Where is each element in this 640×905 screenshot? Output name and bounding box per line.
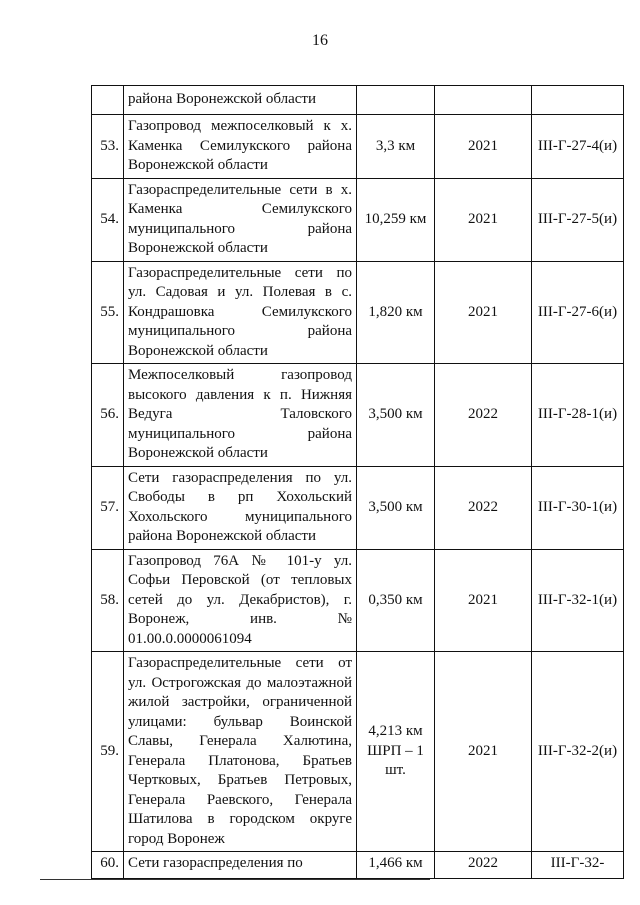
row-number: 53. (92, 115, 124, 179)
row-number: 58. (92, 549, 124, 652)
object-length (357, 86, 435, 115)
row-number: 55. (92, 261, 124, 364)
object-year (435, 86, 532, 115)
object-code: III-Г-27-5(и) (532, 178, 624, 261)
object-description: Газораспределительные сети в х. Каменка Семилукского муниципального района Воронежской области (124, 178, 357, 261)
row-number: 54. (92, 178, 124, 261)
object-year: 2021 (435, 261, 532, 364)
object-code (532, 86, 624, 115)
table-row (92, 466, 624, 549)
object-description: Сети газораспределения по ул. Свободы в рп Хохольский Хохольского муниципального района Воронежской области (124, 466, 357, 549)
table-row (92, 86, 624, 115)
footer-divider (40, 879, 430, 880)
table-row (92, 115, 624, 179)
object-description: Газораспределительные сети от ул. Острогожская до малоэтажной жилой застройки, ограниченной улицами: бульвар Воинской Славы, Генерала Халютина, Генерала Платонова, Братьев Чертковых, Братьев Петровых, Генерала Раевского, Генерала Шатилова в городском округе город Воронеж (124, 652, 357, 852)
object-length: 10,259 км (357, 178, 435, 261)
object-length: 3,500 км (357, 364, 435, 467)
table-row (92, 261, 624, 364)
object-length: 4,213 км ШРП – 1 шт. (357, 652, 435, 852)
object-year: 2022 (435, 852, 532, 879)
object-year: 2021 (435, 549, 532, 652)
row-number: 57. (92, 466, 124, 549)
object-year: 2021 (435, 115, 532, 179)
object-description: района Воронежской области (124, 86, 357, 115)
gas-network-table (91, 85, 624, 879)
row-number: 60. (92, 852, 124, 879)
object-length: 1,820 км (357, 261, 435, 364)
object-code: III-Г-32-2(и) (532, 652, 624, 852)
object-description: Газопровод межпоселковый к х. Каменка Семилукского района Воронежской области (124, 115, 357, 179)
object-code: III-Г-30-1(и) (532, 466, 624, 549)
table-row (92, 178, 624, 261)
object-length: 3,500 км (357, 466, 435, 549)
table-row (92, 364, 624, 467)
object-length: 0,350 км (357, 549, 435, 652)
object-description: Газораспределительные сети по ул. Садовая и ул. Полевая в с. Кондрашовка Семилукского муниципального района Воронежской области (124, 261, 357, 364)
object-code: III-Г-28-1(и) (532, 364, 624, 467)
table-row (92, 852, 624, 879)
table-row (92, 549, 624, 652)
object-year: 2021 (435, 652, 532, 852)
object-code: III-Г-32-1(и) (532, 549, 624, 652)
object-year: 2022 (435, 466, 532, 549)
object-description: Газопровод 76А № 101-у ул. Софьи Перовской (от тепловых сетей до ул. Декабристов), г. Воронеж, инв. № 01.00.0.0000061094 (124, 549, 357, 652)
object-description: Межпоселковый газопровод высокого давления к п. Нижняя Ведуга Таловского муниципального района Воронежской области (124, 364, 357, 467)
object-length: 1,466 км (357, 852, 435, 879)
object-code: III-Г-32- (532, 852, 624, 879)
object-code: III-Г-27-4(и) (532, 115, 624, 179)
table-row (92, 652, 624, 852)
object-year: 2022 (435, 364, 532, 467)
page-number: 16 (312, 32, 328, 49)
object-year: 2021 (435, 178, 532, 261)
object-description: Сети газораспределения по (124, 852, 357, 879)
row-number (92, 86, 124, 115)
row-number: 56. (92, 364, 124, 467)
object-code: III-Г-27-6(и) (532, 261, 624, 364)
object-length: 3,3 км (357, 115, 435, 179)
row-number: 59. (92, 652, 124, 852)
